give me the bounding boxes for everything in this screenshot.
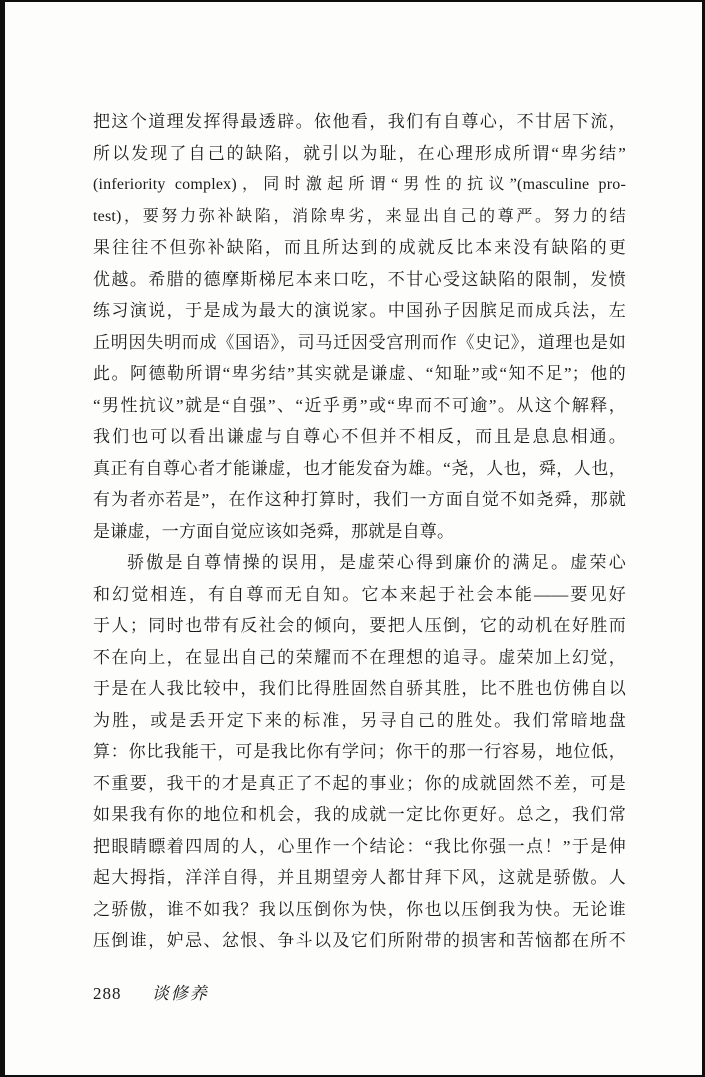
page-number: 288 xyxy=(93,984,122,1003)
text-line: 有为者亦若是”，在作这种打算时，我们一方面自觉不如尧舜，那就 xyxy=(93,490,626,509)
text-line: 为胜，或是丢开定下来的标准，另寻自己的胜处。我们常暗地盘 xyxy=(93,710,626,730)
text-line: 压倒谁，妒忌、忿恨、争斗以及它们所附带的损害和苦恼都在所不 xyxy=(93,931,626,950)
text-line: 丘明因失明而成《国语》，司马迁因受宫刑而作《史记》，道理也是如 xyxy=(93,332,626,352)
text-line: 所以发现了自己的缺陷，就引以为耻，在心理形成所谓“卑劣结” xyxy=(93,143,626,163)
text-line: 把这个道理发挥得最透辟。依他看，我们有自尊心，不甘居下流， xyxy=(93,112,626,131)
text-line: test)，要努力弥补缺陷，消除卑劣，来显出自己的尊严。努力的结 xyxy=(93,207,626,225)
text-line-paragraph-start: 骄傲是自尊情操的误用，是虚荣心得到廉价的满足。虚荣心 xyxy=(127,553,626,572)
text-line: 练习演说，于是成为最大的演说家。中国孙子因膑足而成兵法，左 xyxy=(93,301,626,320)
text-line: 和幻觉相连，有自尊而无自知。它本来起于社会本能——要见好 xyxy=(93,584,626,604)
text-line: 起大拇指，洋洋自得，并且期望旁人都甘拜下风，这就是骄傲。人 xyxy=(93,868,626,887)
text-line: (inferiority complex)，同时激起所谓“男性的抗议”(masculine pro- xyxy=(93,176,626,193)
text-line: 之骄傲，谁不如我？我以压倒你为快，你也以压倒我为快。无论谁 xyxy=(93,899,626,919)
text-line: 把眼睛瞟着四周的人，心里作一个结论：“我比你强一点！”于是伸 xyxy=(93,836,626,856)
text-line: 不在向上，在显出自己的荣耀而不在理想的追寻。虚荣加上幻觉， xyxy=(93,647,626,667)
text-line: 于人；同时也带有反社会的倾向，要把人压倒，它的动机在好胜而 xyxy=(93,616,626,635)
running-title: 谈修养 xyxy=(151,984,209,1003)
text-line: 如果我有你的地位和机会，我的成就一定比你更好。总之，我们常 xyxy=(93,805,626,824)
page-footer xyxy=(93,983,209,1005)
text-line: 我们也可以看出谦虚与自尊心不但并不相反，而且是息息相通。 xyxy=(93,427,626,446)
text-line: 果往往不但弥补缺陷，而且所达到的成就反比本来没有缺陷的更 xyxy=(93,238,626,257)
text-line: 于是在人我比较中，我们比得胜固然自骄其胜，比不胜也仿佛自以 xyxy=(93,679,626,698)
text-block xyxy=(93,106,626,957)
text-line-paragraph-end: 是谦虚，一方面自觉应该如尧舜，那就是自尊。 xyxy=(93,521,455,541)
book-page xyxy=(5,2,702,1075)
text-line: 不重要，我干的才是真正了不起的事业；你的成就固然不差，可是 xyxy=(93,773,626,793)
text-line: 真正有自尊心者才能谦虚，也才能发奋为雄。“尧，人也，舜，人也， xyxy=(93,458,626,478)
text-line: 算：你比我能干，可是我比你有学问；你干的那一行容易，地位低， xyxy=(93,742,626,761)
text-line: 此。阿德勒所谓“卑劣结”其实就是谦虚、“知耻”或“知不足”；他的 xyxy=(93,364,626,383)
text-line: “男性抗议”就是“自强”、“近乎勇”或“卑而不可逾”。从这个解释， xyxy=(93,395,626,415)
text-line: 优越。希腊的德摩斯梯尼本来口吃，不甘心受这缺陷的限制，发愤 xyxy=(93,269,626,289)
